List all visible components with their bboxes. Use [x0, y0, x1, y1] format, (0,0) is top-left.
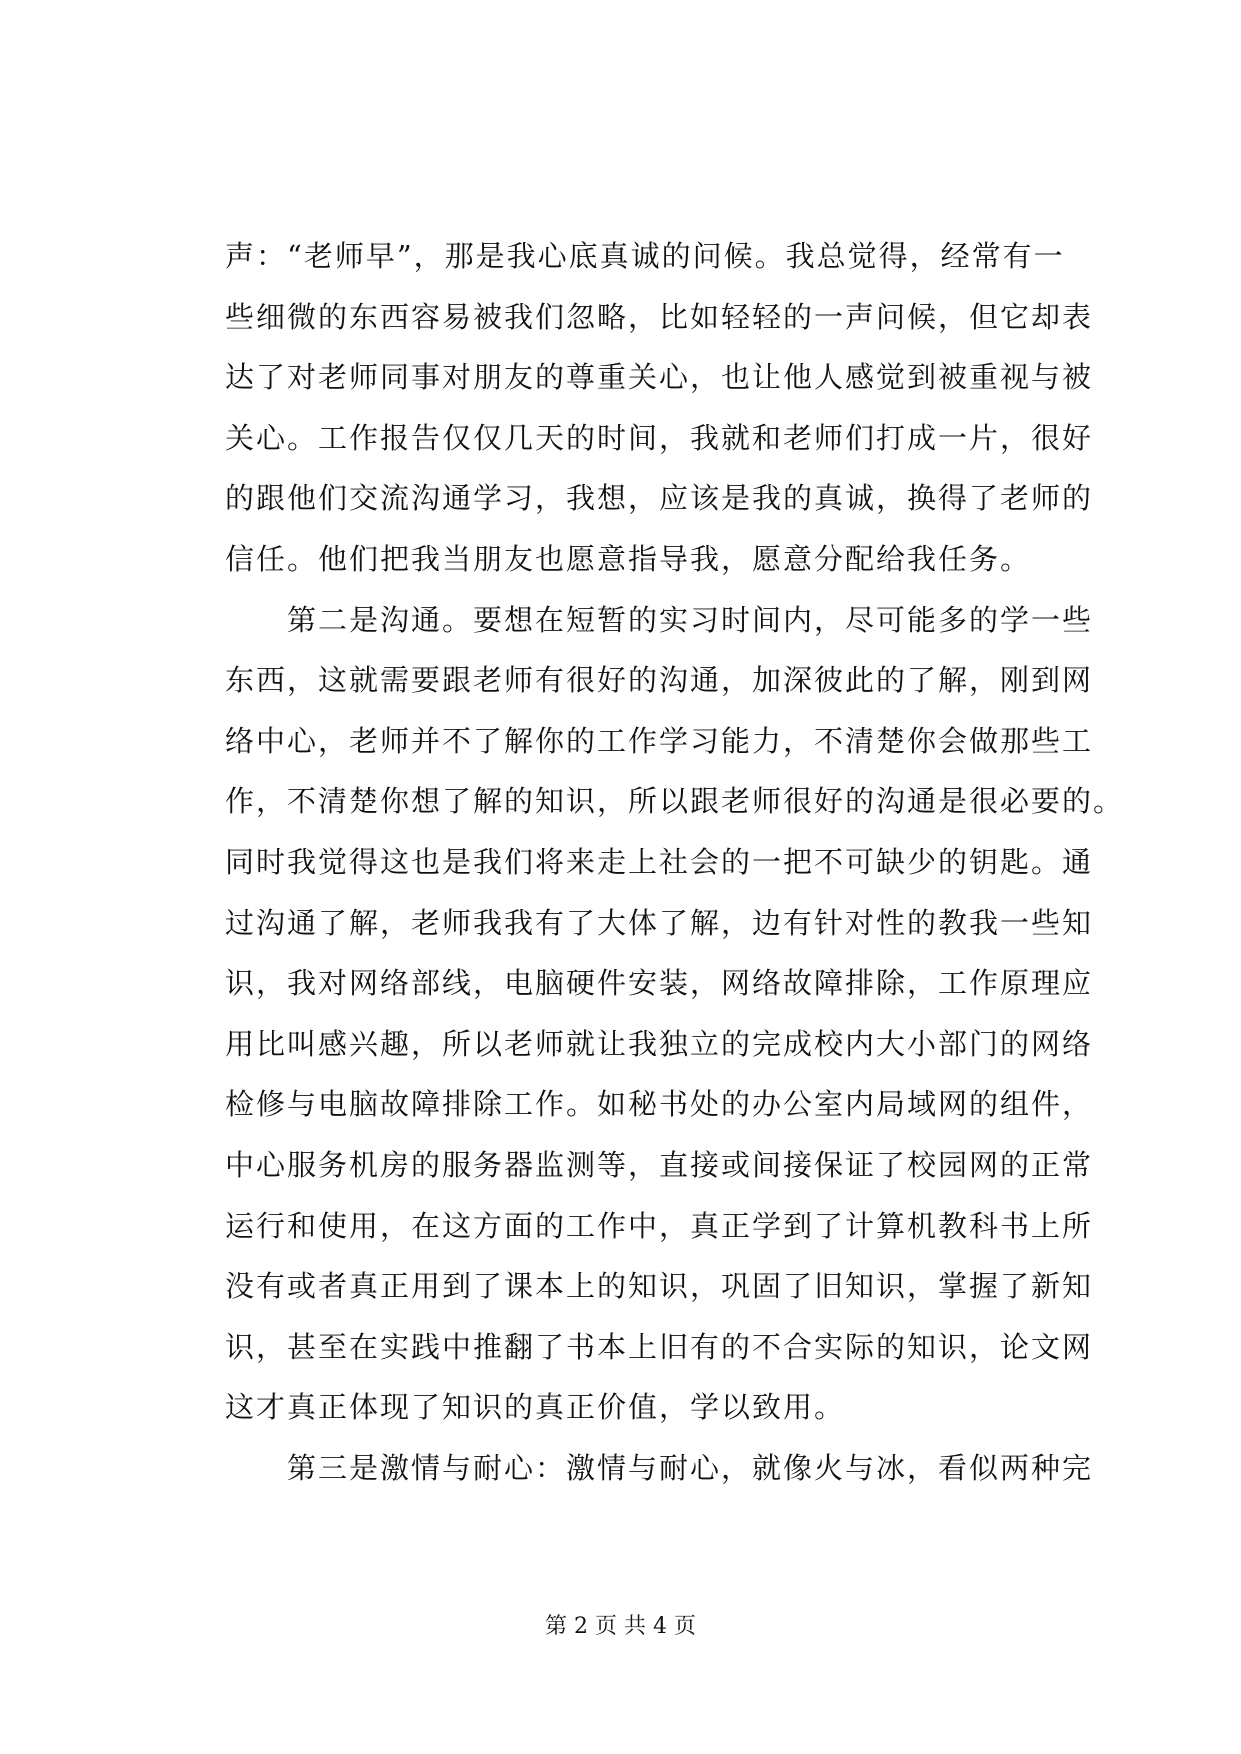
- text-line: 作，不清楚你想了解的知识，所以跟老师很好的沟通是很必要的。: [225, 784, 1125, 819]
- text-line: 识，我对网络部线，电脑硬件安装，网络故障排除，工作原理应: [225, 966, 1094, 1001]
- text-line: 的跟他们交流沟通学习，我想，应该是我的真诚，换得了老师的: [225, 481, 1094, 516]
- text-line: 识，甚至在实践中推翻了书本上旧有的不合实际的知识，论文网: [225, 1329, 1094, 1364]
- text-line: 没有或者真正用到了课本上的知识，巩固了旧知识，掌握了新知: [225, 1269, 1094, 1304]
- text-line: 东西，这就需要跟老师有很好的沟通，加深彼此的了解，刚到网: [225, 663, 1094, 698]
- text-line: 同时我觉得这也是我们将来走上社会的一把不可缺少的钥匙。通: [225, 844, 1094, 879]
- text-line: 第二是沟通。要想在短暂的实习时间内，尽可能多的学一些: [225, 602, 1094, 637]
- text-line: 关心。工作报告仅仅几天的时间，我就和老师们打成一片，很好: [225, 420, 1094, 455]
- text-line: 过沟通了解，老师我我有了大体了解，边有针对性的教我一些知: [225, 905, 1094, 940]
- text-line: 声：“老师早”，那是我心底真诚的问候。我总觉得，经常有一: [225, 239, 1065, 273]
- text-line: 用比叫感兴趣，所以老师就让我独立的完成校内大小部门的网络: [225, 1026, 1094, 1061]
- text-line: 这才真正体现了知识的真正价值，学以致用。: [225, 1390, 846, 1425]
- body-text: [225, 226, 1125, 1498]
- text-line: 中心服务机房的服务器监测等，直接或间接保证了校园网的正常: [225, 1147, 1094, 1182]
- text-line: 些细微的东西容易被我们忽略，比如轻轻的一声问候，但它却表: [225, 299, 1094, 334]
- text-line: 第三是激情与耐心：激情与耐心，就像火与冰，看似两种完: [225, 1450, 1094, 1485]
- text-line: 运行和使用，在这方面的工作中，真正学到了计算机教科书上所: [225, 1208, 1094, 1243]
- text-line: 检修与电脑故障排除工作。如秘书处的办公室内局域网的组件，: [225, 1087, 1094, 1122]
- text-line: 达了对老师同事对朋友的尊重关心，也让他人感觉到被重视与被: [225, 360, 1094, 395]
- text-line: 络中心，老师并不了解你的工作学习能力，不清楚你会做那些工: [225, 723, 1094, 758]
- page-footer: 第 2 页 共 4 页: [545, 1614, 696, 1639]
- text-line: 信任。他们把我当朋友也愿意指导我，愿意分配给我任务。: [225, 541, 1032, 576]
